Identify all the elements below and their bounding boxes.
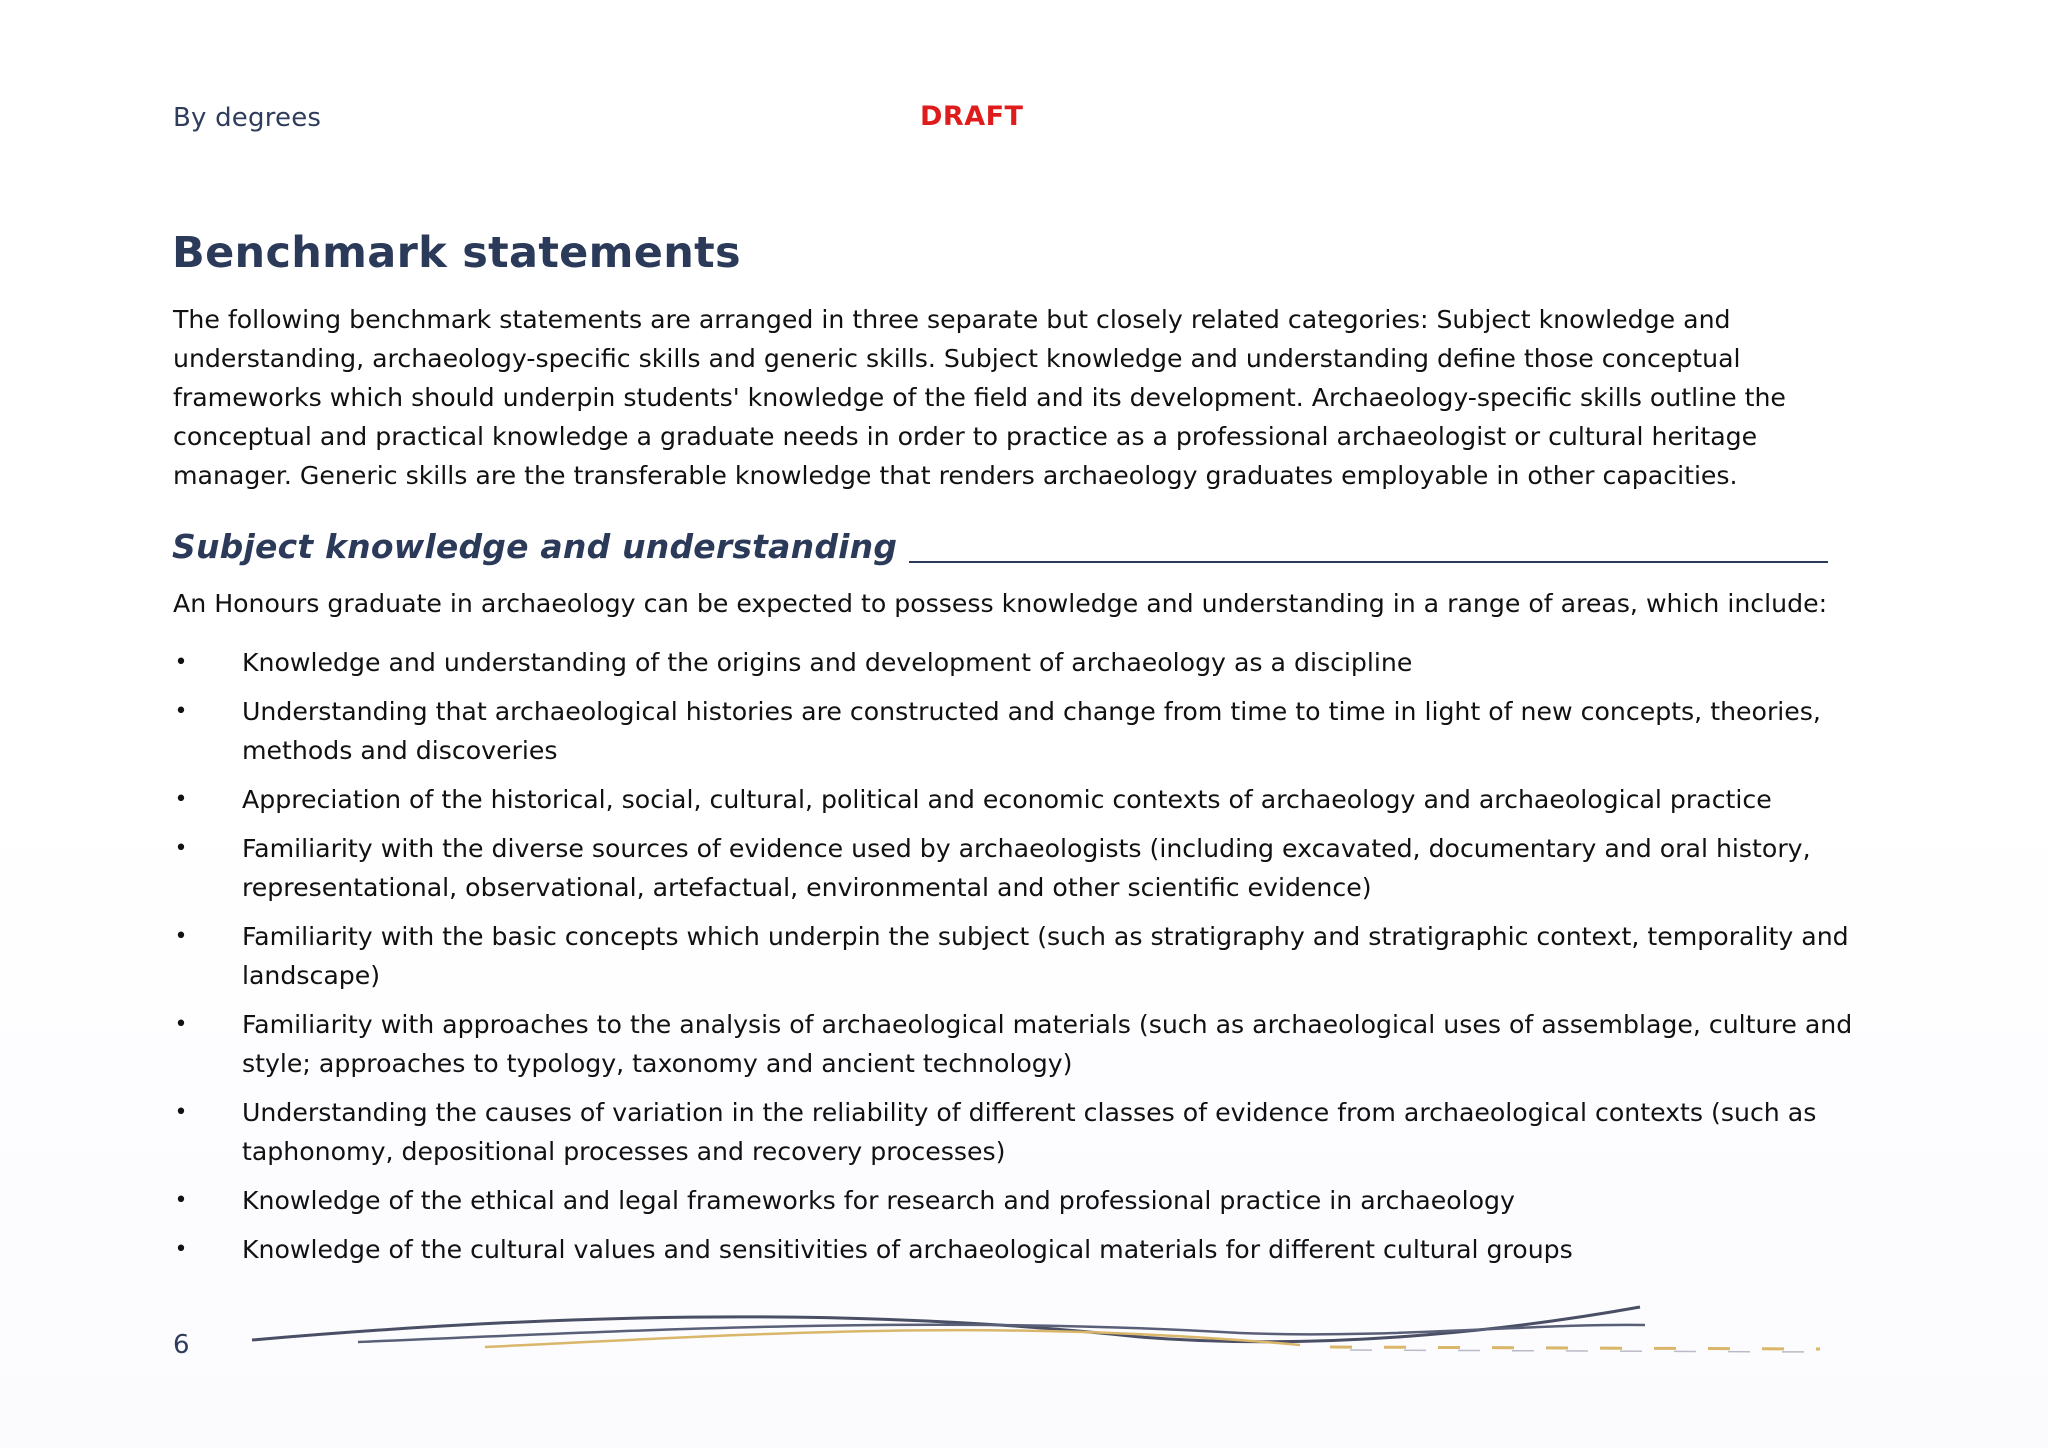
page-number: 6 (173, 1330, 190, 1360)
list-item-text: Familiarity with the diverse sources of evidence used by archaeologists (including excavated, documentary and oral history, representational, observational, artefactual, environmental and other scientific evidence) (242, 834, 1811, 902)
list-item (173, 643, 1873, 682)
list-item-text: Knowledge and understanding of the origins and development of archaeology as a discipline (242, 648, 1413, 677)
swoosh-dashed-stroke-dark (1350, 1350, 1820, 1352)
draft-watermark-label: DRAFT (920, 101, 1024, 132)
list-item (173, 1230, 1873, 1269)
section-lead-text: An Honours graduate in archaeology can be expected to possess knowledge and understanding in a range of areas, which include: (173, 589, 1828, 618)
list-item-text: Understanding that archaeological histories are constructed and change from time to time in light of new concepts, theories, methods and discoveries (242, 697, 1821, 765)
bullet-icon: • (174, 1237, 188, 1262)
list-item (173, 917, 1873, 995)
bullet-icon: • (174, 650, 188, 675)
bullet-icon: • (174, 924, 188, 949)
page-title: Benchmark statements (172, 228, 741, 278)
section-heading-text: Subject knowledge and understanding (172, 527, 898, 566)
list-item (173, 1181, 1873, 1220)
bullet-icon: • (174, 1100, 188, 1125)
list-item-text: Knowledge of the cultural values and sensitivities of archaeological materials for different cultural groups (242, 1235, 1573, 1264)
bullet-icon: • (174, 787, 188, 812)
list-item-text: Understanding the causes of variation in the reliability of different classes of evidence from archaeological contexts (such as taphonomy, depositional processes and recovery processes) (242, 1098, 1817, 1166)
knowledge-bullet-list (173, 643, 1873, 1279)
list-item (173, 780, 1873, 819)
list-item (173, 1093, 1873, 1171)
list-item-text: Knowledge of the ethical and legal frameworks for research and professional practice in archaeology (242, 1186, 1515, 1215)
list-item-text: Familiarity with the basic concepts which underpin the subject (such as stratigraphy and stratigraphic context, temporality and landscape) (242, 922, 1849, 990)
bullet-icon: • (174, 699, 188, 724)
list-item (173, 692, 1873, 770)
list-item (173, 1005, 1873, 1083)
swoosh-dashed-stroke (1330, 1347, 1820, 1349)
list-item-text: Appreciation of the historical, social, cultural, political and economic contexts of archaeology and archaeological practice (242, 785, 1772, 814)
section-heading-rule (909, 561, 1828, 563)
section-heading (172, 526, 1828, 566)
list-item (173, 829, 1873, 907)
list-item-text: Familiarity with approaches to the analysis of archaeological materials (such as archaeological uses of assemblage, culture and style; approaches to typology, taxonomy and ancient technology) (242, 1010, 1853, 1078)
intro-paragraph: The following benchmark statements are arranged in three separate but closely related categories: Subject knowledge and understanding, archaeology-specific skills and generic skills. Subject knowledge and understanding define those conceptual frameworks which should underpin students' knowledge of the field and its development. Archaeology-specific skills outline the conceptual and practical knowledge a graduate needs in order to practice as a professional archaeologist or cultural heritage manager. Generic skills are the transferable knowledge that renders archaeology graduates employable in other capacities. (173, 305, 1786, 490)
bullet-icon: • (174, 1188, 188, 1213)
footer-swoosh-decoration (240, 1295, 1840, 1355)
bullet-icon: • (174, 836, 188, 861)
running-header-title: By degrees (173, 103, 322, 133)
bullet-icon: • (174, 1012, 188, 1037)
